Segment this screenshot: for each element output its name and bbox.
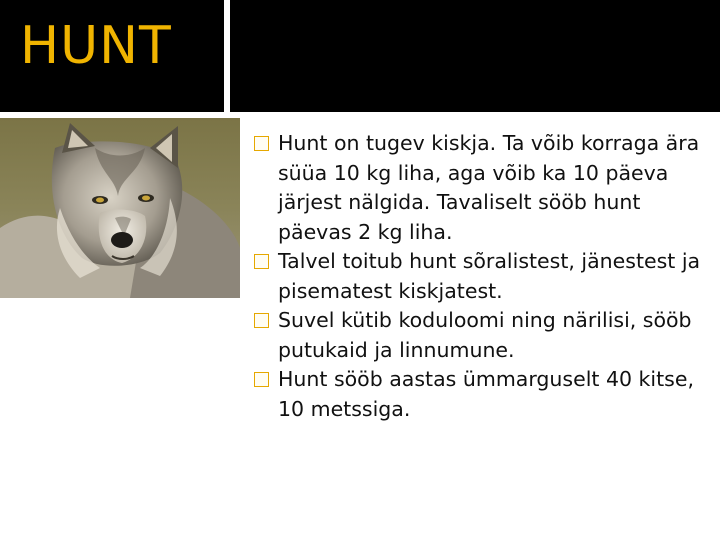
bullet-icon bbox=[254, 372, 269, 387]
bullet-text: Talvel toitub hunt sõralistest, jänestest ja pisematest kiskjatest. bbox=[278, 249, 701, 303]
list-item bbox=[254, 129, 704, 247]
title-bar-extension bbox=[230, 0, 720, 112]
list-item bbox=[254, 365, 704, 424]
wolf-photo bbox=[0, 118, 240, 298]
list-item bbox=[254, 306, 704, 365]
wolf-illustration bbox=[0, 118, 240, 298]
bullet-list bbox=[254, 129, 704, 424]
list-item bbox=[254, 247, 704, 306]
bullet-icon bbox=[254, 313, 269, 328]
title-bar bbox=[0, 0, 224, 112]
slide-title: HUNT bbox=[20, 16, 172, 76]
bullet-icon bbox=[254, 254, 269, 269]
bullet-text: Suvel kütib koduloomi ning närilisi, sööb putukaid ja linnumune. bbox=[278, 308, 692, 362]
bullet-icon bbox=[254, 136, 269, 151]
bullet-text: Hunt sööb aastas ümmarguselt 40 kitse, 10 metssiga. bbox=[278, 367, 694, 421]
bullet-text: Hunt on tugev kiskja. Ta võib korraga ära süüa 10 kg liha, aga võib ka 10 päeva järjest nälgida. Tavaliselt sööb hunt päevas 2 kg liha. bbox=[278, 131, 700, 244]
